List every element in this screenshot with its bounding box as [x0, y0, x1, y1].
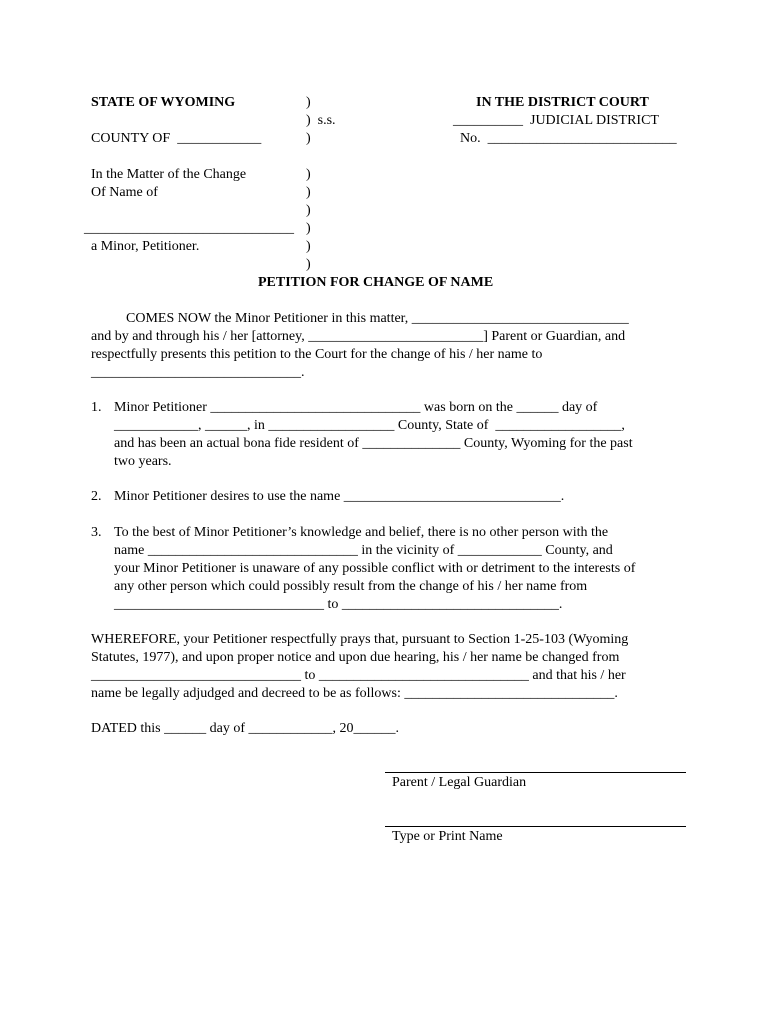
- item-1-line: two years.: [114, 454, 172, 469]
- state-heading: STATE OF WYOMING: [91, 95, 236, 110]
- guardian-signature-line: [385, 772, 686, 773]
- caption-paren: ): [306, 221, 311, 236]
- item-3-line: ______________________________ to _______________________________.: [114, 597, 563, 612]
- item-3-line: any other person which could possibly result from the change of his / her name from: [114, 579, 588, 594]
- document-title: PETITION FOR CHANGE OF NAME: [258, 275, 494, 290]
- item-3-line: name ______________________________ in the vicinity of ____________ County, and: [114, 543, 613, 558]
- dated-line: DATED this ______ day of ____________, 20______.: [91, 721, 399, 736]
- judicial-district-line: __________ JUDICIAL DISTRICT: [453, 113, 659, 128]
- matter-line-2: Of Name of: [91, 185, 158, 200]
- item-1-line: and has been an actual bona fide resident of ______________ County, Wyoming for the past: [114, 436, 633, 451]
- item-3-line: your Minor Petitioner is unaware of any possible conflict with or detriment to the interests of: [114, 561, 636, 576]
- caption-paren: ): [306, 239, 311, 254]
- intro-line: and by and through his / her [attorney, _________________________] Parent or Guardian, and: [91, 329, 626, 344]
- caption-paren-ss: ) s.s.: [306, 113, 336, 128]
- print-name-line: [385, 826, 686, 827]
- wherefore-line: Statutes, 1977), and upon proper notice and upon due hearing, his / her name be changed from: [91, 650, 620, 665]
- county-line: COUNTY OF ____________: [91, 131, 262, 146]
- item-number: 2.: [91, 489, 102, 504]
- court-heading: IN THE DISTRICT COURT: [476, 95, 649, 110]
- item-1-line: Minor Petitioner ______________________________ was born on the ______ day of: [114, 400, 598, 415]
- caption-paren: ): [306, 95, 311, 110]
- wherefore-line: name be legally adjudged and decreed to be as follows: ______________________________.: [91, 686, 618, 701]
- item-3-line: To the best of Minor Petitioner’s knowledge and belief, there is no other person with the: [114, 525, 609, 540]
- caption-paren: ): [306, 185, 311, 200]
- wherefore-line: ______________________________ to ______________________________ and that his / her: [91, 668, 626, 683]
- wherefore-line: WHEREFORE, your Petitioner respectfully prays that, pursuant to Section 1-25-103 (Wyoming: [91, 632, 629, 647]
- caption-paren: ): [306, 131, 311, 146]
- caption-paren: ): [306, 167, 311, 182]
- intro-line: ______________________________.: [91, 365, 305, 380]
- item-number: 1.: [91, 400, 102, 415]
- item-1-line: ____________, ______, in __________________ County, State of __________________,: [114, 418, 625, 433]
- caption-paren: ): [306, 203, 311, 218]
- minor-petitioner-label: a Minor, Petitioner.: [91, 239, 200, 254]
- intro-line: COMES NOW the Minor Petitioner in this matter, _______________________________: [91, 311, 629, 326]
- caption-paren: ): [306, 257, 311, 272]
- item-2-line: Minor Petitioner desires to use the name _______________________________.: [114, 489, 565, 504]
- guardian-signature-label: Parent / Legal Guardian: [392, 775, 527, 790]
- case-number-line: No. ___________________________: [460, 131, 677, 146]
- print-name-label: Type or Print Name: [392, 829, 503, 844]
- item-number: 3.: [91, 525, 102, 540]
- matter-line-1: In the Matter of the Change: [91, 167, 247, 182]
- petitioner-name-line: ______________________________: [84, 221, 294, 236]
- intro-line: respectfully presents this petition to the Court for the change of his / her name to: [91, 347, 543, 362]
